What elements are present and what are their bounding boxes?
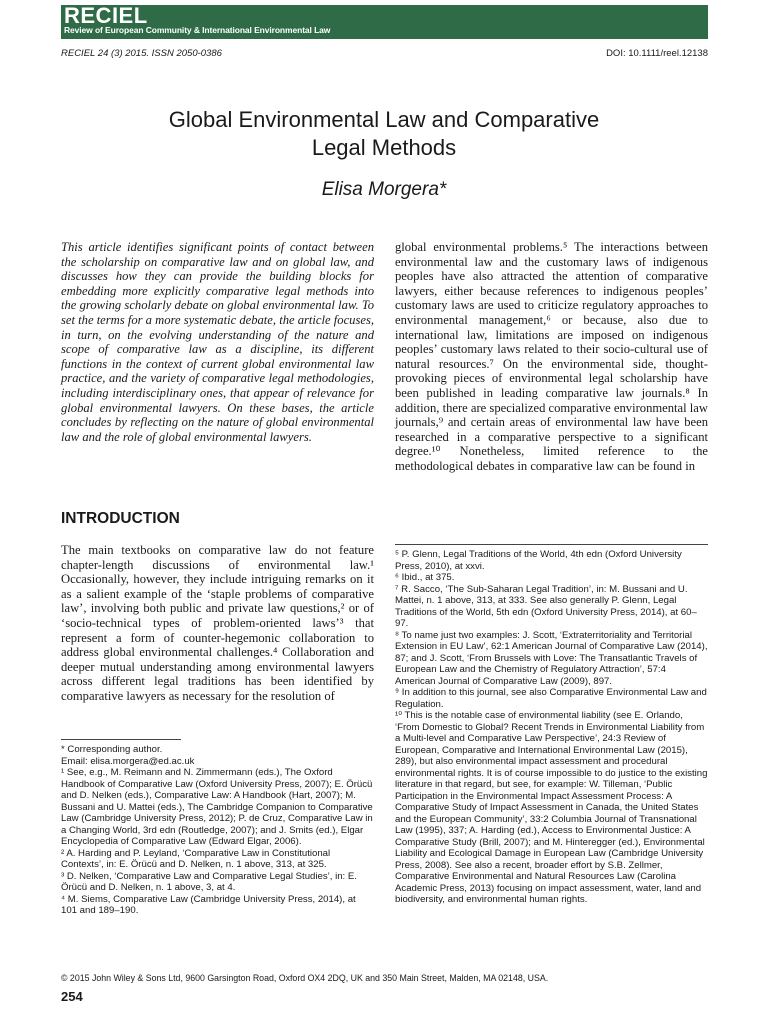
title-line-1: Global Environmental Law and Comparative (168, 107, 600, 132)
footnote: ⁷ R. Sacco, ‘The Sub-Saharan Legal Tradition’, in: M. Bussani and U. Mattei, n. 1 above, 313, at 333. See also generally P. Glenn, Legal Traditions of the World, 5th edn (Oxford University Press, 2014), at 60–97. (395, 583, 697, 629)
journal-logo: RECIEL (64, 3, 148, 28)
footnotes-left (61, 744, 374, 917)
journal-full-name: Review of European Community & International Environmental Law (64, 25, 331, 35)
footnote: ³ D. Nelken, ‘Comparative Law and Comparative Legal Studies’, in: E. Örücü and D. Nelken, n. 1 above, 3, at 4. (61, 870, 357, 893)
abstract: This article identifies significant points of contact between the scholarship on comparative law and on global law, and discusses how they can provide the building blocks for embedding more explicitly comparative legal methods into the growing scholarly debate on global environmental law. To set the terms for a more systematic debate, the article focuses, in turn, on the evolving understanding of the nature and scope of comparative law as a discipline, its different functions in the context of current global environmental law practice, and the variety of comparative legal methodologies, including interdisciplinary ones, that appear of relevance for global environmental lawyers. On these bases, the article concludes by reflecting on the nature of global environmental law and the role of global environmental lawyers. (61, 240, 374, 444)
article-title (60, 106, 708, 162)
copyright-footer: © 2015 John Wiley & Sons Ltd, 9600 Garsington Road, Oxford OX4 2DQ, UK and 350 Main Street, Malden, MA 02148, USA. (61, 973, 549, 983)
body-column-left: The main textbooks on comparative law do not feature chapter-length discussions of environmental law.¹ Occasionally, however, they include intriguing remarks on it as a salient example of the ‘staple problems of comparative law’, involving both public and private law questions,² or of ‘socio-technical types of problem-oriented laws’³ that represent a form of counter-hegemonic collaboration to address global environmental challenges.⁴ Collaboration and deeper mutual understanding among environmental lawyers across different legal traditions has been identified by comparative lawyers as necessary for the resolution of (61, 543, 374, 703)
footnote: ⁴ M. Siems, Comparative Law (Cambridge University Press, 2014), at 101 and 189–190. (61, 893, 356, 916)
journal-banner (61, 5, 708, 39)
section-heading: INTRODUCTION (61, 510, 180, 527)
footnote-rule-left (61, 739, 181, 740)
footnote: ⁸ To name just two examples: J. Scott, ‘Extraterritoriality and Territorial Extension in EU Law’, 62:1 American Journal of Comparative Law (2014), 87; and J. Scott, ‘From Brussels with Love: The Transatlantic Travels of European Law and the Chemistry of Regulatory Attraction’, 57:4 American Journal of Comparative Law (2009), 897. (395, 629, 708, 687)
author-name: Elisa Morgera* (321, 179, 447, 200)
doi: DOI: 10.1111/reel.12138 (606, 48, 708, 59)
page-number: 254 (61, 989, 83, 1004)
footnote: ⁵ P. Glenn, Legal Traditions of the World, 4th edn (Oxford University Press, 2010), at xxvi. (395, 549, 682, 572)
footnote: ⁶ Ibid., at 375. (395, 572, 455, 583)
footnotes-right (395, 549, 708, 906)
footnote: ¹ See, e.g., M. Reimann and N. Zimmermann (eds.), The Oxford Handbook of Comparative Law (Oxford University Press, 2007); E. Örücü and D. Nelken (eds.), Comparative Law: A Handbook (Hart, 2007); M. Bussani and U. Mattei (eds.), The Cambridge Companion to Comparative Law (Cambridge University Press, 2012); P. de Cruz, Comparative Law in a Changing World, 3rd edn (Routledge, 2007); and J. Smits (ed.), Elgar Encyclopedia of Comparative Law (Edward Elgar, 2006). (61, 767, 373, 847)
body-column-right: global environmental problems.⁵ The interactions between environmental law and the customary laws of indigenous peoples have also attracted the attention of comparative lawyers, either because references to indigenous peoples’ customary laws are used to criticize regulatory approaches to environmental management,⁶ or because, also due to international law, limitations are imposed on indigenous peoples’ customary laws related to their socio-cultural use of natural resources.⁷ On the environmental side, thought-provoking pieces of environmental legal scholarship have been published in leading comparative law journals.⁸ In addition, there are specialized comparative environmental law journals,⁹ and certain areas of environmental law have been researched in a comparative perspective to a significant degree.¹⁰ Nonetheless, limited reference to the methodological debates in comparative law can be found in (395, 240, 708, 473)
footnote: ⁹ In addition to this journal, see also Comparative Environmental Law and Regulation. (395, 687, 707, 710)
footnote: Email: elisa.morgera@ed.ac.uk (61, 755, 195, 767)
footnote: * Corresponding author. (61, 744, 163, 755)
journal-citation: RECIEL 24 (3) 2015. ISSN 2050-0386 (61, 48, 222, 59)
footnote: ¹⁰ This is the notable case of environmental liability (see E. Orlando, ‘From Domestic to Global? Recent Trends in Environmental Liability from a Multi-level and Comparative Law Perspective’, 24:3 Review of European, Comparative and International Environmental Law (2015), 289), but also environmental impact assessment and procedural environmental rights. It is of course impossible to do justice to the existing literature in that regard, but see, for example: W. Tilleman, ‘Public Participation in the Environmental Impact Assessment Process: A Comparative Study of Impact Assessment in Canada, the United States and the European Community’, 33:2 Columbia Journal of Transnational Law (1995), 337; A. Harding (ed.), Access to Environmental Justice: A Comparative Study (Brill, 2007); and M. Hinteregger (ed.), Environmental Liability and Ecological Damage in European Law (Cambridge University Press, 2008). See also a recent, broader effort by S.B. Zellmer, Comparative Environmental and Natural Resources Law (Carolina Academic Press, 2013) focusing on impact assessment, water, land and biodiversity, and environmental human rights. (395, 710, 708, 905)
footnote: ² A. Harding and P. Leyland, ‘Comparative Law in Constitutional Contexts’, in: E. Örücü and D. Nelken, n. 1 above, 313, at 325. (61, 847, 331, 870)
footnote-rule-right (395, 544, 708, 545)
title-line-2: Legal Methods (311, 135, 457, 160)
